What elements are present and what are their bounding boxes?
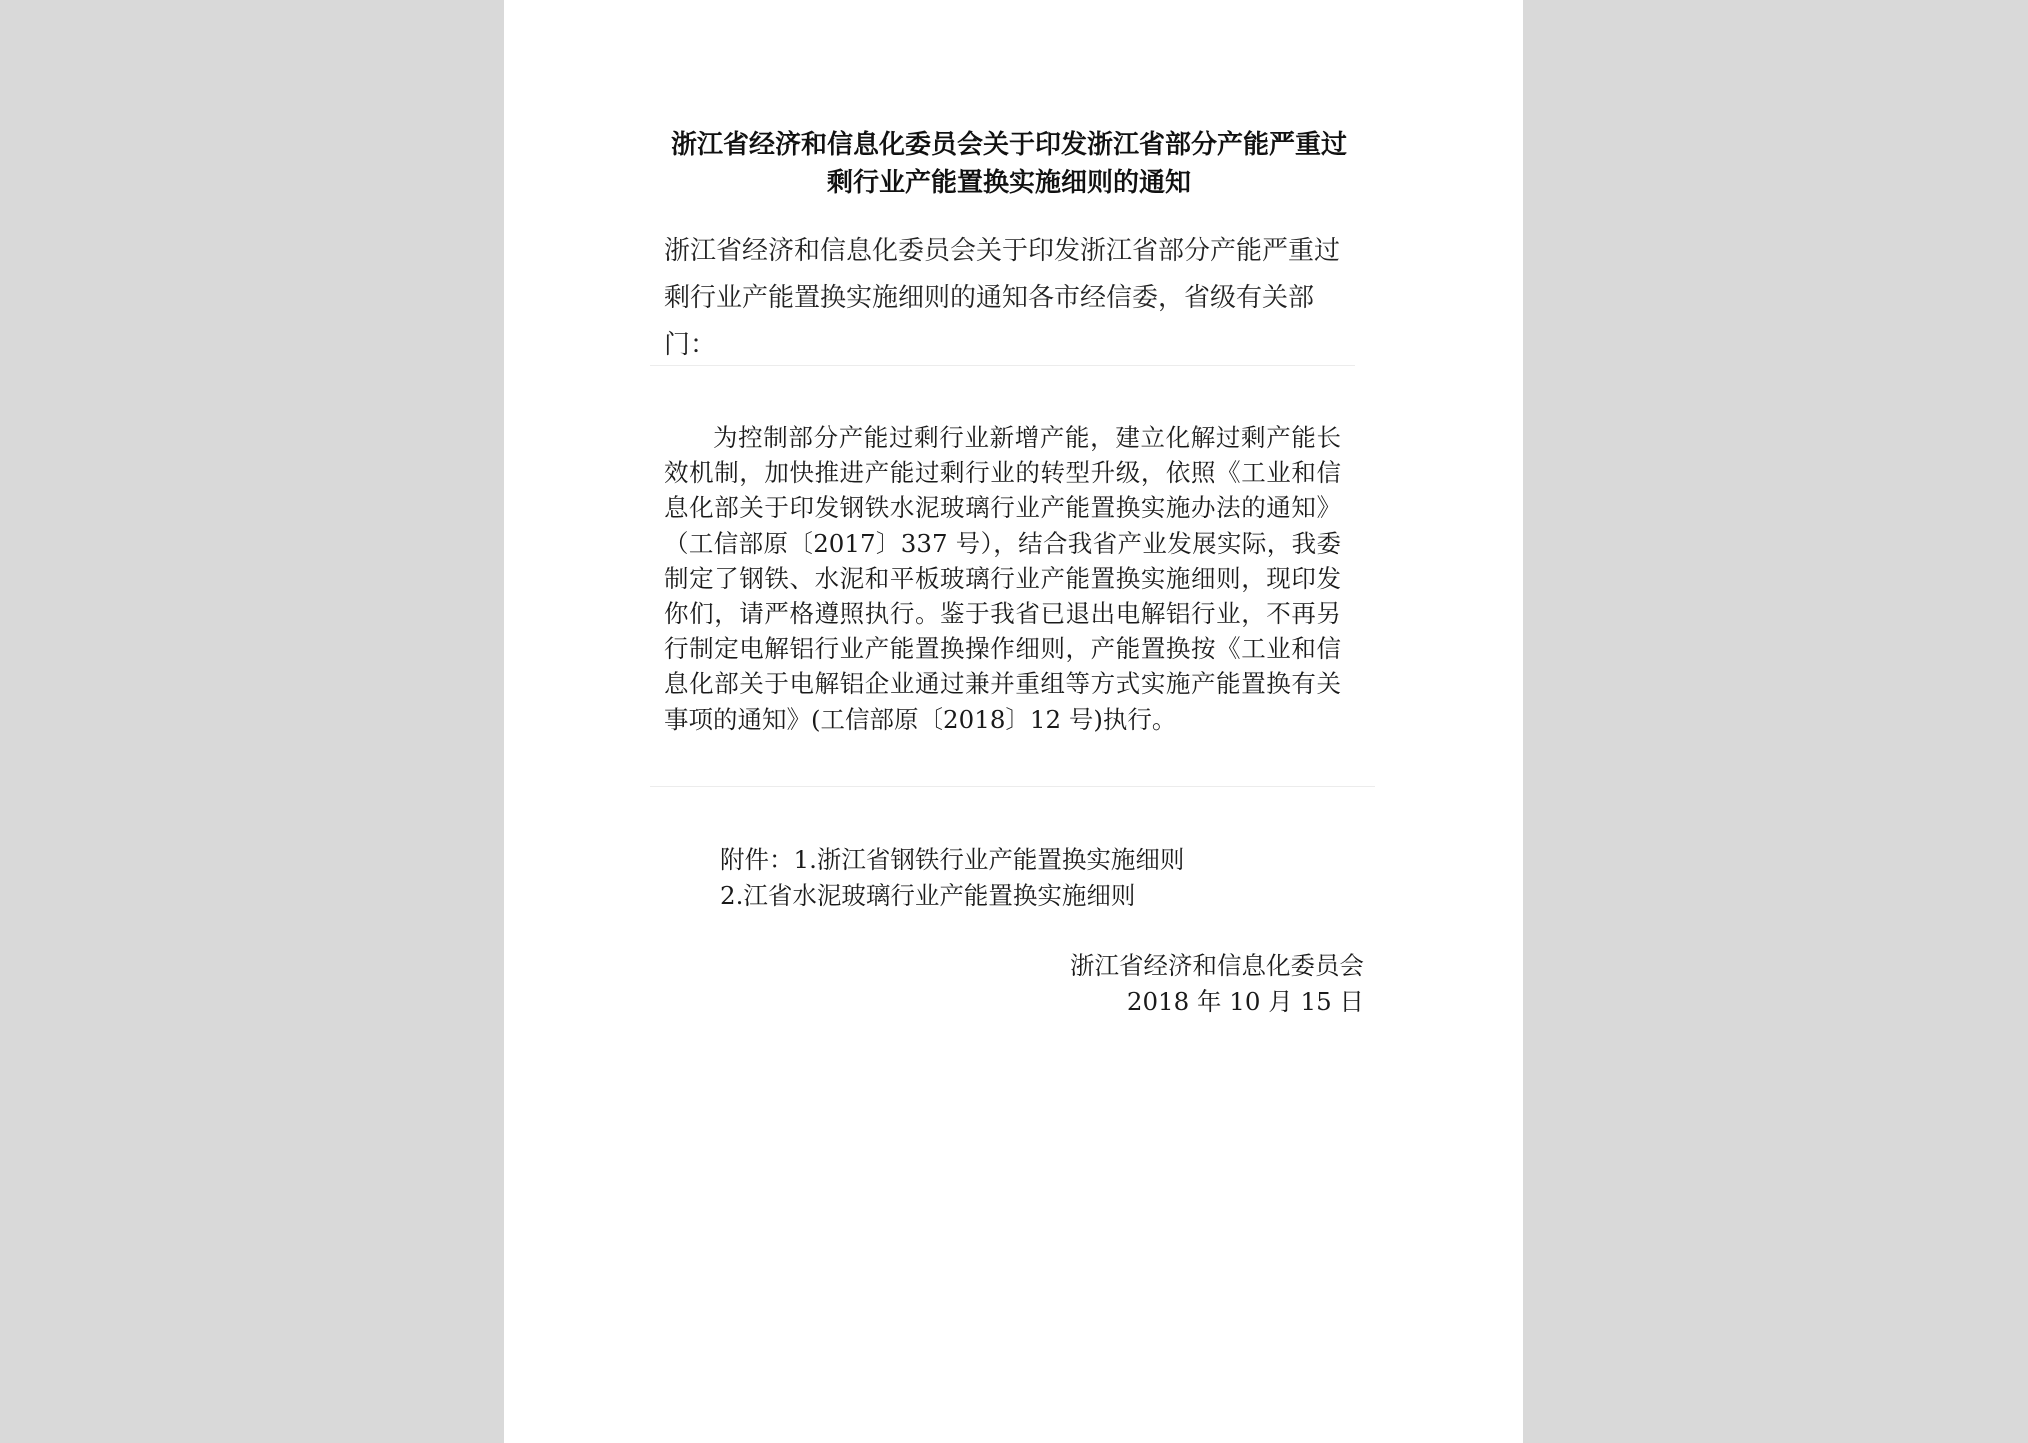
divider [650,786,1375,787]
attachments-list [720,842,1320,914]
signature-date: 2018 年 10 月 15 日 [1126,987,1364,1016]
document-page [504,0,1523,1443]
document-body: 为控制部分产能过剩行业新增产能，建立化解过剩产能长效机制，加快推进产能过剩行业的转型升级，依照《工业和信息化部关于印发钢铁水泥玻璃行业产能置换实施办法的通知》（工信部原〔2017〕337 号），结合我省产业发展实际，我委制定了钢铁、水泥和平板玻璃行业产能置换实施细则，现印发你们，请严格遵照执行。鉴于我省已退出电解铝行业，不再另行制定电解铝行业产能置换操作细则，产能置换按《工业和信息化部关于电解铝企业通过兼并重组等方式实施产能置换有关事项的通知》(工信部原〔2018〕12 号)执行。 [664,423,1341,734]
attachment-item: 2.江省水泥玻璃行业产能置换实施细则 [720,881,1136,910]
attachment-item: 附件：1.浙江省钢铁行业产能置换实施细则 [720,845,1185,874]
document-salutation: 浙江省经济和信息化委员会关于印发浙江省部分产能严重过剩行业产能置换实施细则的通知各市经信委，省级有关部门： [664,236,1341,360]
document-title: 浙江省经济和信息化委员会关于印发浙江省部分产能严重过剩行业产能置换实施细则的通知 [670,130,1347,198]
signature-block [1044,948,1364,1020]
signature-organization: 浙江省经济和信息化委员会 [1070,951,1364,980]
divider [650,365,1355,366]
